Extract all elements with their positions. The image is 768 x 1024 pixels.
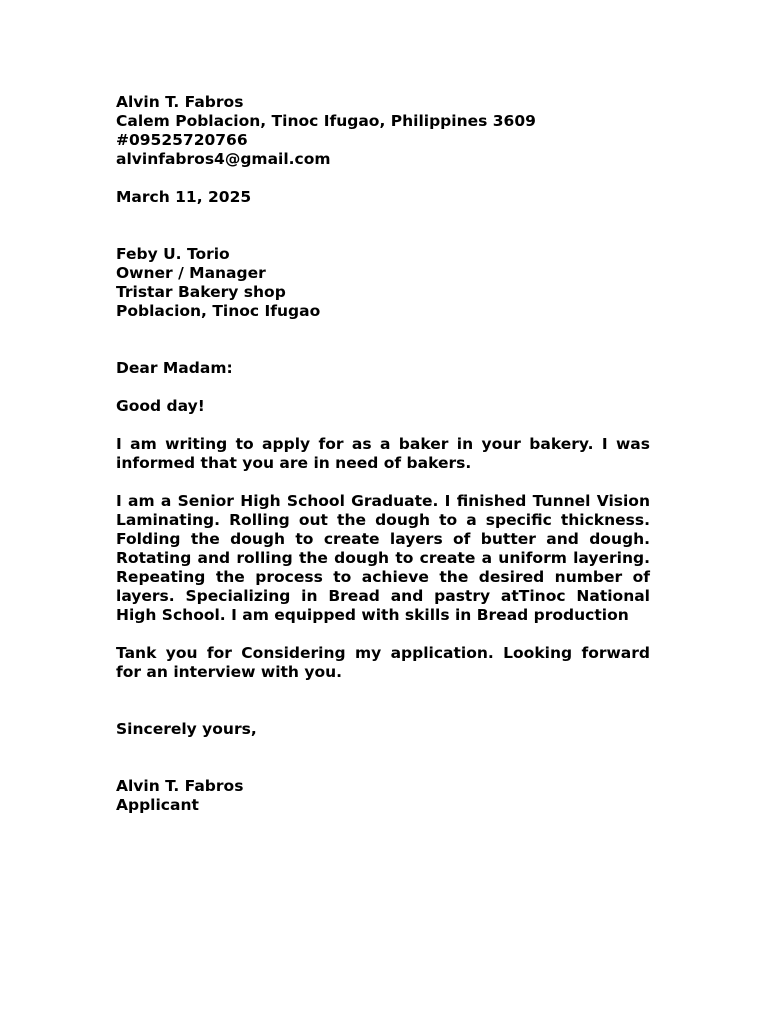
sender-block — [116, 93, 650, 169]
signature-name: Alvin T. Fabros — [116, 777, 244, 795]
salutation: Dear Madam: — [116, 359, 233, 377]
recipient-name: Feby U. Torio — [116, 245, 230, 263]
sender-name: Alvin T. Fabros — [116, 93, 244, 111]
recipient-block — [116, 245, 650, 321]
sender-address: Calem Poblacion, Tinoc Ifugao, Philippines 3609 — [116, 112, 536, 130]
cover-letter — [116, 93, 650, 815]
body-paragraph: I am writing to apply for as a baker in your bakery. I was informed that you are in need of bakers. — [116, 435, 650, 472]
signature-block — [116, 777, 650, 815]
recipient-title: Owner / Manager — [116, 264, 266, 282]
sender-phone: #09525720766 — [116, 131, 248, 149]
recipient-address: Poblacion, Tinoc Ifugao — [116, 302, 321, 320]
letter-date: March 11, 2025 — [116, 188, 252, 206]
sender-email: alvinfabros4@gmail.com — [116, 150, 331, 168]
body-paragraph: I am a Senior High School Graduate. I finished Tunnel Vision Laminating. Rolling out the dough to a specific thickness. Folding the dough to create layers of butter and dough. Rotating and rolling the dough to create a uniform layering. Repeating the process to achieve the desired number of layers. Specializing in Bread and pastry atTinoc National High School. I am equipped with skills in Bread production — [116, 492, 650, 624]
recipient-company: Tristar Bakery shop — [116, 283, 286, 301]
body-paragraph: Tank you for Considering my application. Looking forward for an interview with you. — [116, 644, 650, 681]
closing: Sincerely yours, — [116, 720, 257, 738]
greeting: Good day! — [116, 397, 205, 415]
signature-title: Applicant — [116, 796, 199, 814]
